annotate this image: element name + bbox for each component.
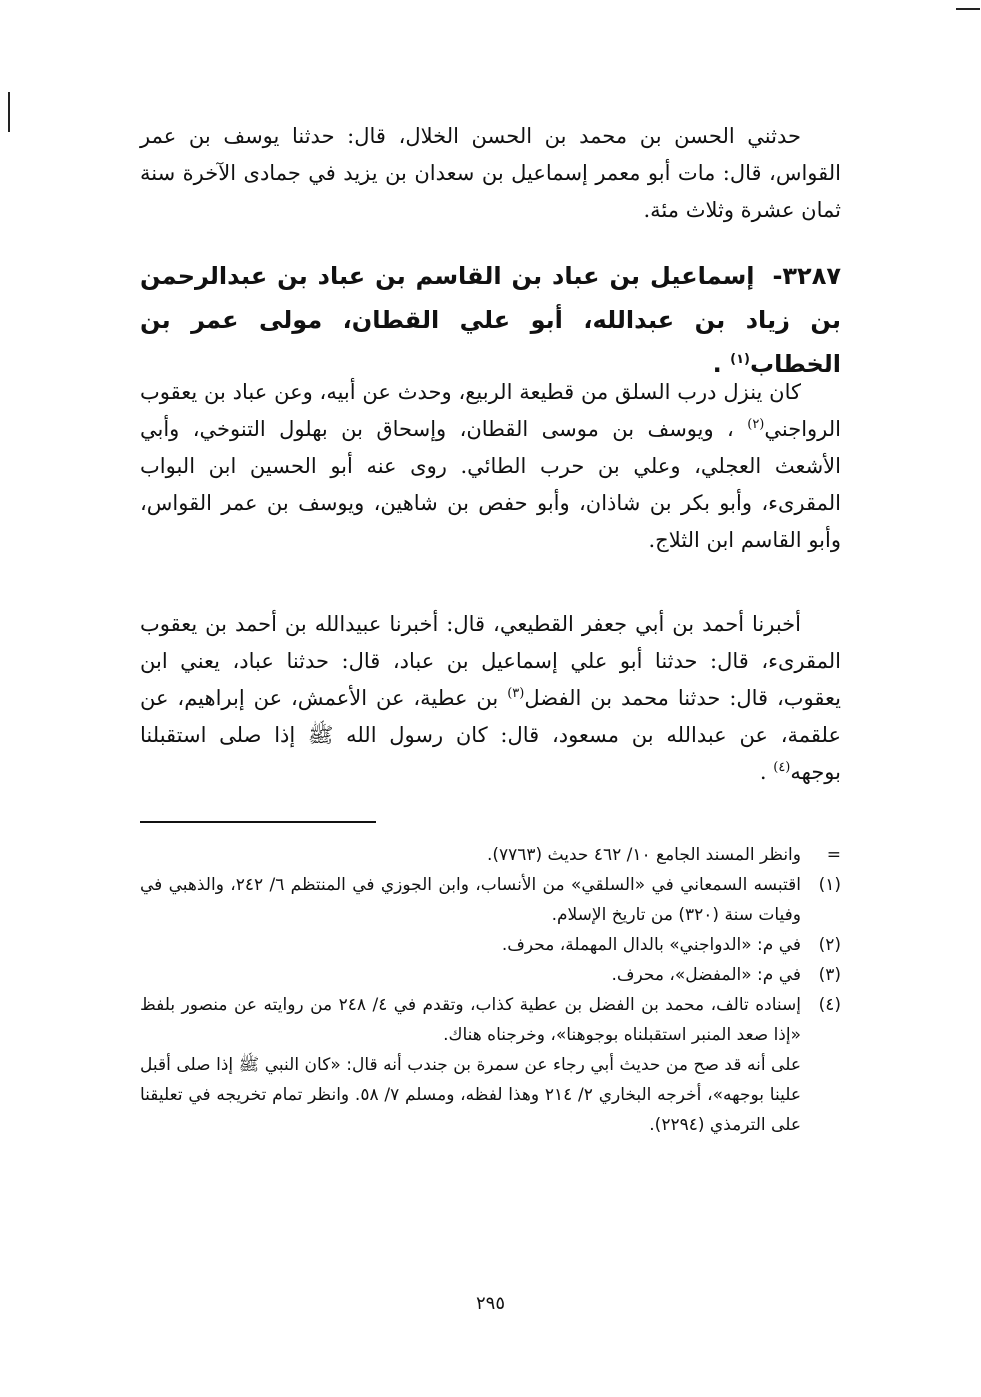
- footnote-marker: (٣): [818, 965, 841, 985]
- footnote-text: وانظر المسند الجامع ١٠/ ٤٦٢ حديث (٧٧٦٣).: [486, 845, 801, 865]
- footnote-ref-4[interactable]: (٤): [773, 760, 791, 775]
- footnote-item: [140, 960, 841, 990]
- paragraph-1-text: حدثني الحسن بن محمد بن الحسن الخلال، قال: حدثنا يوسف بن عمر القواس، قال: مات أبو معمر إسماعيل بن سعدان بن يزيد في جمادى الآخرة سنة ثمان عشرة وثلاث مئة.: [140, 124, 841, 222]
- entry-title: إسماعيل بن عباد بن القاسم بن عباد بن عبدالرحمن بن زياد بن عبدالله، أبو علي القطان، مولى عمر بن الخطاب: [140, 262, 841, 378]
- footnote-marker: =: [826, 845, 841, 865]
- footnote-marker: (١): [818, 875, 841, 895]
- paragraph-1: [140, 118, 841, 229]
- paragraph-2-part-1: كان ينزل درب السلق من قطيعة الربيع، وحدث عن أبيه، وعن عباد بن يعقوب الرواجني: [140, 380, 841, 441]
- scan-edge-mark: [956, 8, 980, 10]
- footnotes-section: [140, 840, 841, 1140]
- entry-heading: [140, 254, 841, 386]
- paragraph-3: [140, 606, 841, 791]
- paragraph-2-text: [140, 374, 841, 559]
- paragraph-3-part-1: أخبرنا أحمد بن أبي جعفر القطيعي، قال: أخبرنا عبيدالله بن أحمد بن يعقوب المقرىء، قال: حدثنا أبو علي إسماعيل بن عباد، قال: حدثنا عباد، يعني ابن يعقوب، قال: حدثنا محمد بن الفضل: [140, 612, 841, 710]
- footnote-continuation: على أنه قد صح من حديث أبي رجاء عن سمرة بن جندب أنه قال: «كان النبي ﷺ إذا صلى أقبل علينا بوجهه»، أخرجه البخاري ٢/ ٢١٤ وهذا لفظه، ومسلم ٧/ ٥٨. وانظر تمام تخريجه في تعليقنا على الترمذي (٢٢٩٤).: [140, 1055, 802, 1135]
- footnote-text: في م: «الدواجني» بالدال المهملة، محرف.: [501, 935, 801, 955]
- paragraph-3-part-2: بن عطية، عن الأعمش، عن إبراهيم، عن علقمة، عن عبدالله بن مسعود، قال: كان رسول الله ﷺ إذا صلى استقبلنا بوجهه: [140, 686, 841, 784]
- footnote-item: [140, 840, 841, 870]
- paragraph-2-part-2: ، ويوسف بن موسى القطان، وإسحاق بن بهلول التنوخي، وأبي الأشعث العجلي، وعلي بن حرب الطائي. روى عنه أبو الحسين ابن البواب المقرىء، وأبو بكر بن شاذان، وأبو حفص بن شاهين، ويوسف بن عمر القواس، وأبو القاسم ابن الثلاج.: [140, 417, 841, 552]
- footnote-separator: [140, 821, 376, 823]
- paragraph-2: [140, 374, 841, 559]
- footnote-marker: (٤): [818, 995, 841, 1015]
- entry-number: ٣٢٨٧-: [772, 262, 841, 290]
- paragraph-3-part-3: .: [759, 760, 767, 784]
- footnote-item: [140, 930, 841, 960]
- footnote-item: [140, 990, 841, 1050]
- footnote-text: في م: «المفضل»، محرف.: [611, 965, 801, 985]
- footnote-ref-2[interactable]: (٢): [747, 417, 765, 432]
- page-number: ٢٩٥: [475, 1293, 505, 1314]
- footnote-ref-1[interactable]: (١): [730, 352, 750, 367]
- paragraph-3-text: [140, 606, 841, 791]
- footnote-marker: (٢): [818, 935, 841, 955]
- footnote-item: [140, 870, 841, 930]
- entry-trailing: .: [712, 350, 722, 378]
- footnote-ref-3[interactable]: (٣): [507, 686, 525, 701]
- footnote-text: إسناده تالف، محمد بن الفضل بن عطية كذاب، وتقدم في ٤/ ٢٤٨ من روايته عن منصور بلفظ «إذا صعد المنبر استقبلناه بوجوهنا»، وخرجناه هناك.: [140, 995, 801, 1045]
- scan-margin-line: [8, 92, 10, 132]
- footnote-text: اقتبسه السمعاني في «السلقي» من الأنساب، وابن الجوزي في المنتظم ٦/ ٢٤٢، والذهبي في وفيات سنة (٣٢٠) من تاريخ الإسلام.: [140, 875, 802, 925]
